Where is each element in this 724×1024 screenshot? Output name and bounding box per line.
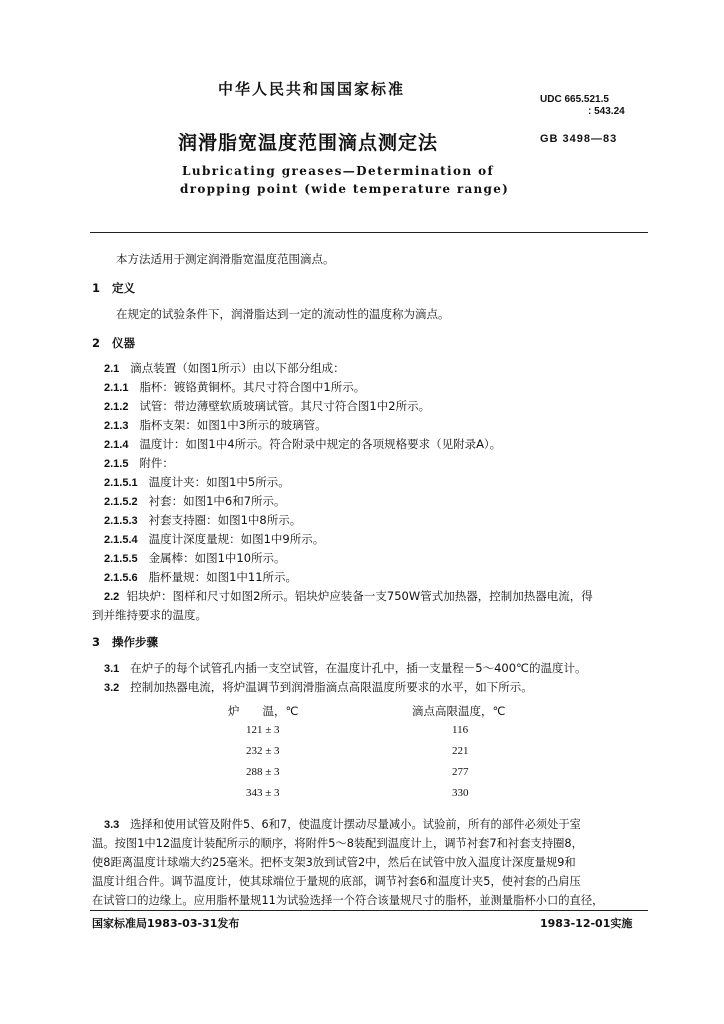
- table-cell-furnace-temp: 343 ± 3: [246, 787, 280, 799]
- clause-3-3-line-3: 使8距离温度计球端大约25毫米。把杯支架3放到试管2中，然后在试管中放入温度计深度量规9和: [92, 856, 576, 869]
- section-3-heading: [92, 634, 158, 650]
- document-title-english-line-2: dropping point (wide temperature range): [180, 182, 510, 196]
- clause-number: 2.1.5.5: [104, 553, 138, 565]
- issue-date: 国家标准局1983-03-31发布: [92, 917, 240, 930]
- clause-number: 2.1.5: [104, 458, 129, 470]
- clause-text: 铝块炉：图样和尺寸如图2所示。铝块炉应装备一支750W管式加热器，控制加热器电流，得: [126, 589, 593, 603]
- clause-2-1-4: [104, 436, 501, 452]
- table-cell-furnace-temp: 288 ± 3: [246, 766, 280, 778]
- section-1-title: 定义: [112, 281, 136, 295]
- clause-2-1-2: [104, 398, 430, 414]
- clause-text: 滴点装置（如图1所示）由以下部分组成：: [130, 361, 345, 375]
- clause-3-3: [104, 816, 581, 832]
- clause-text: 脂杯：镀铬黄铜杯。其尺寸符合图中1所示。: [139, 380, 366, 394]
- clause-2-1-5-6: [104, 569, 297, 585]
- clause-text: 金属棒：如图1中10所示。: [148, 551, 286, 565]
- clause-text: 衬套支持圈：如图1中8所示。: [148, 513, 302, 527]
- document-title-english-line-1: Lubricating greases—Determination of: [182, 164, 495, 178]
- standard-number: GB 3498—83: [540, 133, 618, 145]
- clause-text: 温度计夹：如图1中5所示。: [148, 475, 290, 489]
- udc-code: UDC 665.521.5: [540, 94, 609, 105]
- table-cell-limit-temp: 116: [452, 724, 469, 736]
- clause-text: 在炉子的每个试管孔内插一支空试管，在温度计孔中，插一支量程－5～400℃的温度计。: [130, 661, 587, 675]
- clause-3-3-line-4: 温度计组合件。调节温度计，使其球端位于量规的底部，调节衬套6和温度计夹5，使衬套的凸肩压: [92, 875, 581, 888]
- clause-number: 2.1.3: [104, 420, 129, 432]
- table-cell-limit-temp: 330: [452, 787, 469, 799]
- clause-number: 2.1.5.2: [104, 496, 138, 508]
- section-3-title: 操作步骤: [112, 635, 159, 649]
- section-2-title: 仪器: [112, 336, 136, 350]
- section-1-heading: [92, 280, 135, 296]
- section-1-text: 在规定的试验条件下，润滑脂达到一定的流动性的温度称为滴点。: [116, 307, 450, 321]
- clause-2-2: [104, 588, 593, 604]
- section-2-heading: [92, 335, 135, 351]
- clause-text: 试管：带边薄壁软质玻璃试管。其尺寸符合图1中2所示。: [139, 399, 431, 413]
- footer-divider: [90, 910, 648, 911]
- clause-number: 2.2: [104, 591, 120, 603]
- clause-text: 选择和使用试管及附件5、6和7，使温度计摆动尽量减小。试验前，所有的部件必须处于室: [130, 818, 581, 831]
- effective-date: 1983-12-01实施: [540, 917, 633, 930]
- clause-3-1: [104, 660, 586, 676]
- clause-number: 2.1: [104, 363, 120, 375]
- clause-2-1: [104, 360, 345, 376]
- clause-text: 温度计：如图1中4所示。符合附录中规定的各项规格要求（见附录A）。: [139, 437, 502, 451]
- clause-number: 2.1.5.1: [104, 477, 138, 489]
- clause-2-1-5-1: [104, 474, 290, 490]
- clause-2-1-5: [104, 455, 174, 471]
- clause-number: 2.1.4: [104, 439, 129, 451]
- table-cell-furnace-temp: 232 ± 3: [246, 745, 280, 757]
- clause-3-3-line-5: 在试管口的边缘上。应用脂杯量规11为试验选择一个符合该量规尺寸的脂杯，並测量脂杯小口的直径，: [92, 894, 604, 907]
- header-divider: [90, 232, 648, 233]
- table-header-furnace-temp: 炉 温，℃: [228, 704, 299, 718]
- clause-number: 2.1.5.6: [104, 572, 138, 584]
- clause-2-1-5-2: [104, 493, 286, 509]
- clause-2-2-continuation: 到并维持要求的温度。: [92, 608, 207, 622]
- clause-2-1-5-4: [104, 531, 324, 547]
- clause-2-1-1: [104, 379, 365, 395]
- table-cell-limit-temp: 221: [452, 745, 469, 757]
- document-title-chinese: 润滑脂宽温度范围滴点测定法: [178, 132, 439, 154]
- section-3-number: 3: [92, 635, 101, 649]
- clause-3-2: [104, 679, 533, 695]
- scope-statement: 本方法适用于测定润滑脂宽温度范围滴点。: [116, 252, 335, 266]
- table-cell-furnace-temp: 121 ± 3: [246, 724, 280, 736]
- clause-number: 3.1: [104, 663, 120, 675]
- clause-text: 脂杯支架：如图1中3所示的玻璃管。: [139, 418, 327, 432]
- issuing-body-heading: 中华人民共和国国家标准: [218, 80, 406, 98]
- clause-3-3-line-2: 温。按图1中12温度计装配所示的顺序，将附件5～8装配到温度计上，调节衬套7和衬套支持圈8，: [92, 837, 583, 850]
- udc-code-continuation: : 543.24: [588, 106, 625, 117]
- clause-2-1-5-5: [104, 550, 286, 566]
- table-cell-limit-temp: 277: [452, 766, 469, 778]
- clause-text: 温度计深度量规：如图1中9所示。: [148, 532, 325, 546]
- clause-number: 3.2: [104, 682, 120, 694]
- clause-number: 3.3: [104, 819, 120, 831]
- clause-number: 2.1.2: [104, 401, 129, 413]
- clause-number: 2.1.5.4: [104, 534, 138, 546]
- clause-text: 衬套：如图1中6和7所示。: [148, 494, 286, 508]
- clause-number: 2.1.5.3: [104, 515, 138, 527]
- clause-text: 脂杯量规：如图1中11所示。: [148, 570, 298, 584]
- clause-text: 控制加热器电流，将炉温调节到润滑脂滴点高限温度所要求的水平，如下所示。: [130, 680, 533, 694]
- clause-number: 2.1.1: [104, 382, 129, 394]
- section-1-number: 1: [92, 281, 101, 295]
- clause-text: 附件：: [139, 456, 174, 470]
- section-2-number: 2: [92, 336, 101, 350]
- table-header-dropping-point-limit: 滴点高限温度，℃: [412, 704, 506, 718]
- clause-2-1-3: [104, 417, 327, 433]
- clause-2-1-5-3: [104, 512, 301, 528]
